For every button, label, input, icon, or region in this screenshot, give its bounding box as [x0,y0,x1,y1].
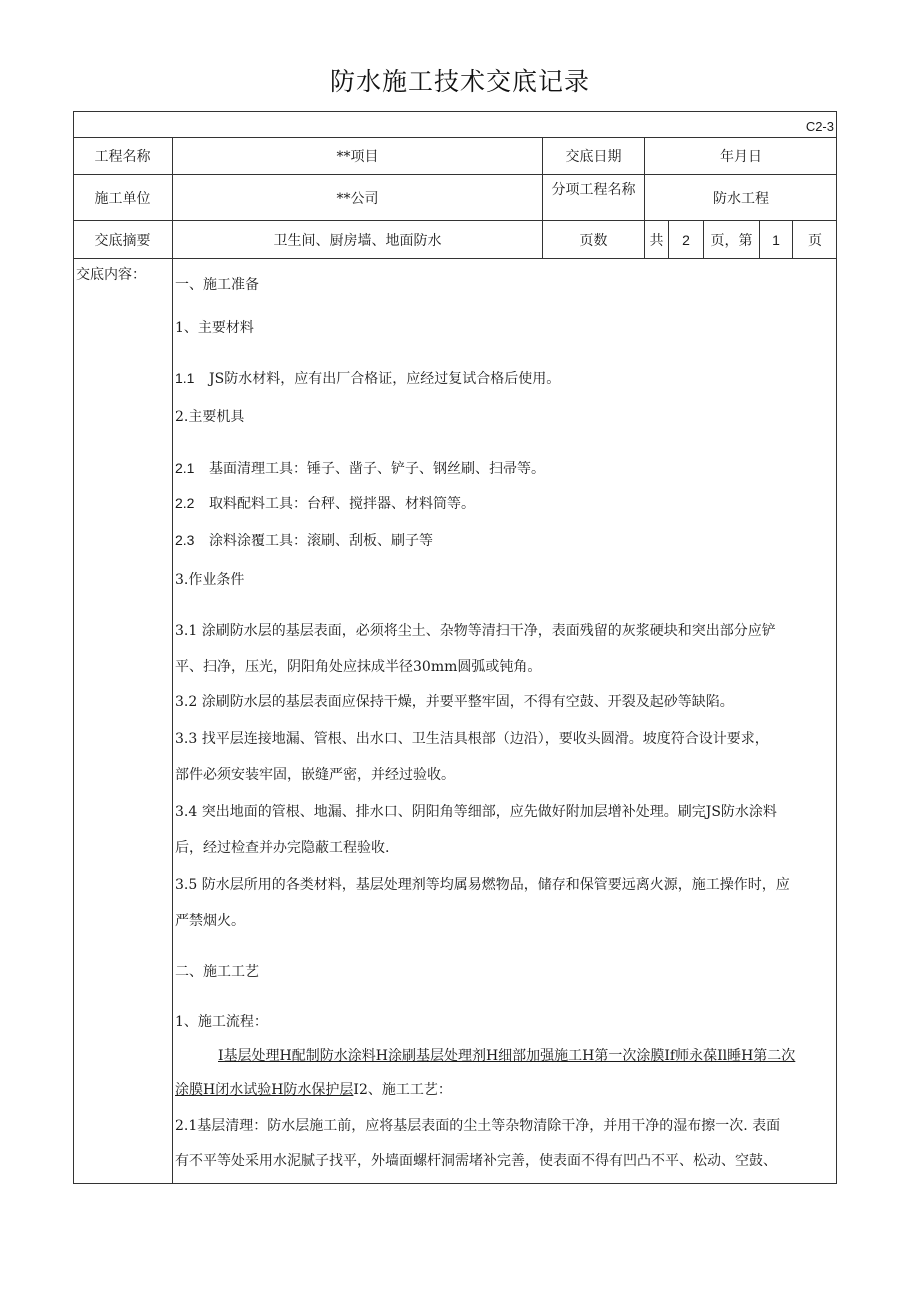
item-text: JS防水材料，应有出厂合格证，应经过复试合格后使用。 [209,371,561,387]
process-flow-text: 涂膜H闭水试验H防水保护层 [175,1082,354,1098]
page-mid-text: 页，第 [710,232,753,249]
subsection-heading: 1、主要材料 [175,320,254,336]
item-number: 2.3 [175,532,195,548]
item-text: 涂料涂覆工具：滚刷、刮板、刷子等 [209,533,433,549]
project-name-label: 工程名称 [94,149,151,165]
date-label: 交底日期 [565,149,622,165]
section-heading: 二、施工工艺 [175,964,259,980]
list-item [175,368,560,388]
subsection-heading: 2.主要机具 [175,409,245,425]
content-label: 交底内容： [76,267,146,283]
summary-label: 交底摘要 [94,232,151,249]
paragraph-line: 2.1基层清理：防水层施工前，应将基层表面的尘土等杂物清除干净，并用干净的湿布擦一次. 表面 [175,1118,781,1134]
paragraph-line: 有不平等处采用水泥腻子找平，外墙面螺杆洞需堵补完善，使表面不得有凹凸不平、松动、空鼓、 [175,1153,777,1169]
paragraph-line: 3.4 突出地面的管根、地漏、排水口、阴阳角等细部，应先做好附加层增补处理。刷完JS防水涂料 [175,804,777,820]
date-value: 年月日 [720,149,762,165]
process-flow-line: Ι基层处理H配制防水涂料H涂刷基层处理剂H细部加强施工H第一次涂膜If师永葆Il睡H第二次 [218,1048,796,1064]
paragraph-line: 3.3 找平层连接地漏、管根、出水口、卫生洁具根部（边沿），要收头圆滑。坡度符合设计要求， [175,731,769,747]
list-item [175,530,433,550]
summary-value: 卫生间、厨房墙、地面防水 [273,232,442,249]
total-prefix: 共 [649,232,664,249]
subsection-heading: 1、施工流程： [175,1014,268,1030]
unit-label: 施工单位 [94,190,151,207]
subsection-heading: I2、施工工艺： [353,1082,452,1098]
paragraph-line: 3.5 防水层所用的各类材料，基层处理剂等均属易燃物品，储存和保管要远离火源，施工操作时，应 [175,877,790,893]
paragraph-line: 后，经过检查并办完隐蔽工程验收. [175,840,390,856]
unit-value: **公司 [336,190,379,207]
list-item [175,493,475,513]
col-divider [172,137,173,1184]
process-flow-line [175,1079,452,1099]
paragraph-line: 3.1 涂刷防水层的基层表面，必须将尘土、杂物等清扫干净，表面残留的灰浆硬块和突出部分应铲 [175,623,776,639]
current-page: 1 [772,231,780,248]
item-text: 取料配料工具：台秤、搅拌器、材料筒等。 [209,496,475,512]
paragraph-line: 严禁烟火。 [175,913,245,929]
subsection-heading: 3.作业条件 [175,572,245,588]
paragraph-line: 平、扫净，压光，阴阳角处应抹成半径30mm圆弧或钝角。 [175,659,542,675]
paragraph-line: 3.2 涂刷防水层的基层表面应保持干燥，并要平整牢固，不得有空鼓、开裂及起砂等缺陷。 [175,694,734,710]
page-suffix: 页 [808,232,822,249]
item-text: 基面清理工具：锤子、凿子、铲子、钢丝刷、扫帚等。 [209,461,545,477]
paragraph-line: 部件必须安装牢固，嵌缝严密，并经过验收。 [175,767,455,783]
project-name-value: **项目 [336,149,379,165]
item-number: 2.1 [175,460,195,476]
total-pages: 2 [682,231,690,248]
list-item [175,458,545,478]
item-number: 1.1 [175,370,195,386]
pages-label: 页数 [579,232,608,249]
subproject-label: 分项工程名称 [551,182,636,198]
row-divider [73,258,837,259]
page-title: 防水施工技术交底记录 [329,67,590,96]
form-code: C2-3 [805,119,834,134]
subproject-value: 防水工程 [713,190,769,207]
section-heading: 一、施工准备 [175,277,259,293]
item-number: 2.2 [175,495,195,511]
